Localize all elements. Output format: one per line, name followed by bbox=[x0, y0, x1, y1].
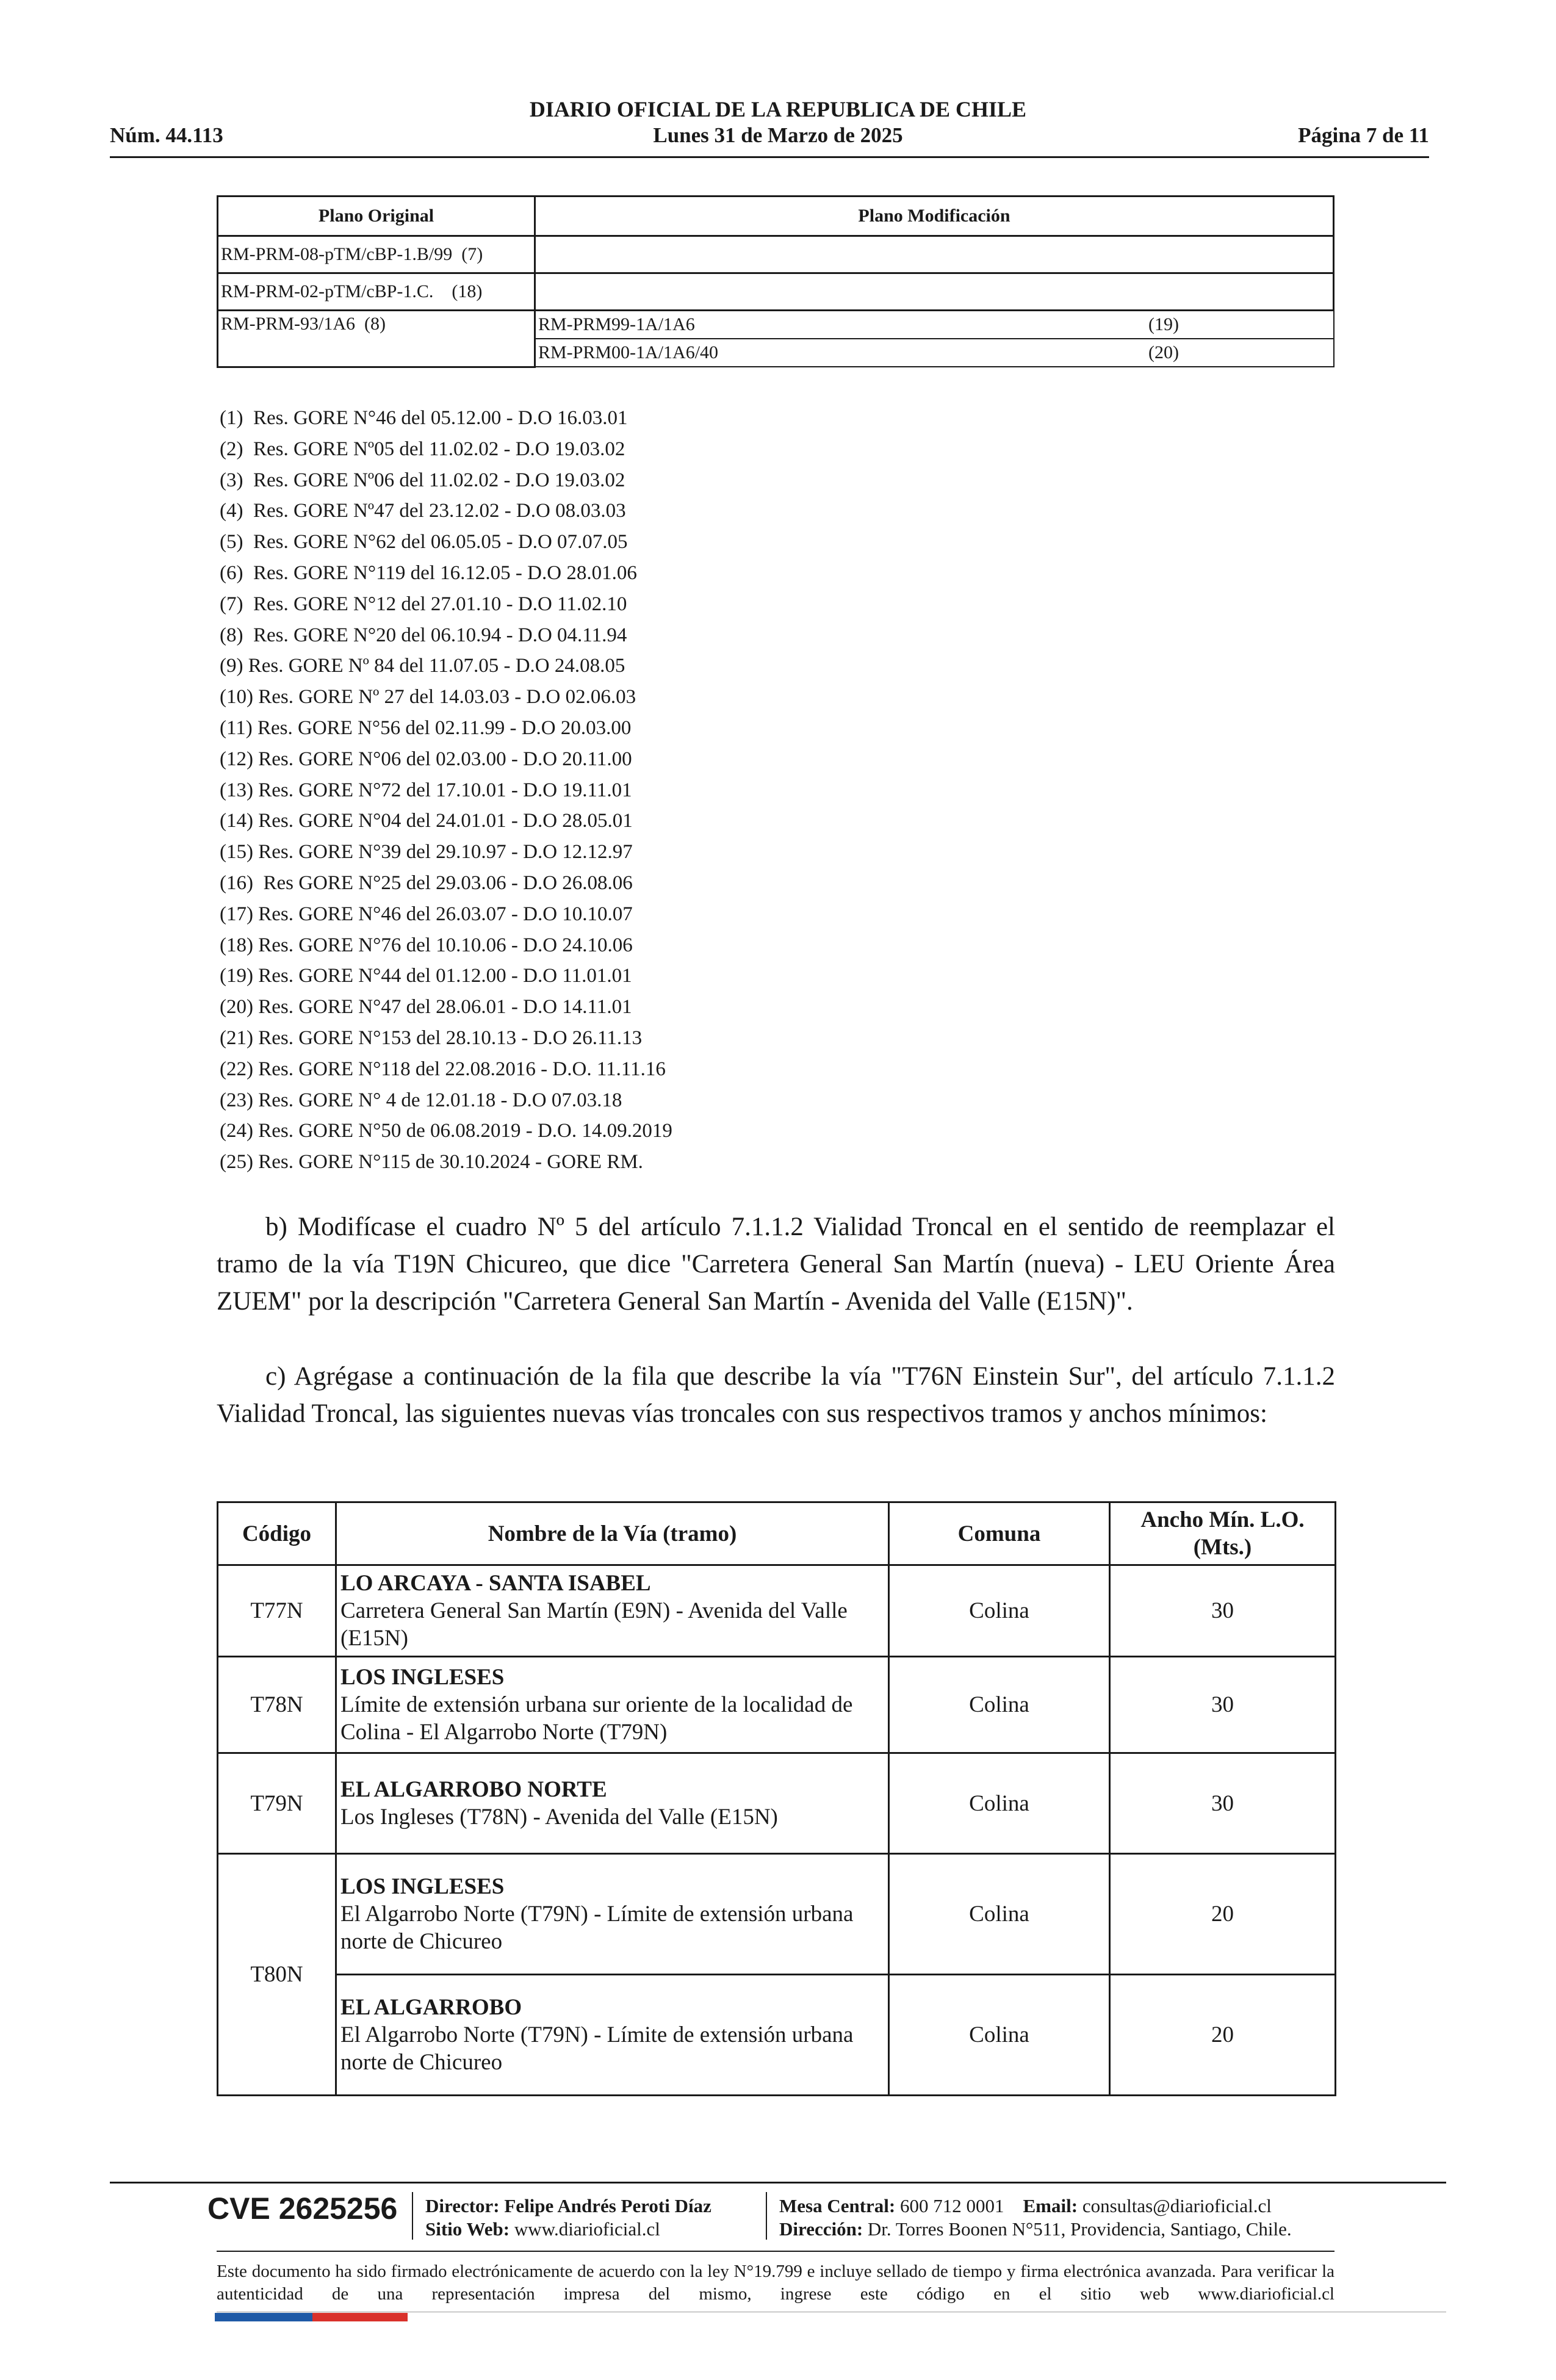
table-row bbox=[218, 1854, 1336, 1975]
via-name: LOS INGLESES bbox=[340, 1665, 505, 1690]
footer-director-block bbox=[425, 2194, 711, 2241]
header-divider bbox=[110, 156, 1429, 158]
vias-header-row bbox=[218, 1502, 1336, 1565]
nombre-header: Nombre de la Vía (tramo) bbox=[336, 1502, 889, 1565]
via-name: LO ARCAYA - SANTA ISABEL bbox=[340, 1571, 651, 1596]
via-code: T78N bbox=[218, 1657, 336, 1753]
note-item: (11) Res. GORE N°56 del 02.11.99 - D.O 20.03.00 bbox=[220, 716, 632, 739]
plano-modificacion-cell bbox=[535, 339, 1334, 367]
note-item: (20) Res. GORE N°47 del 28.06.01 - D.O 14.11.01 bbox=[220, 996, 632, 1019]
plano-original-cell bbox=[218, 311, 535, 367]
table-row bbox=[218, 1753, 1336, 1854]
note-item: (9) Res. GORE Nº 84 del 11.07.05 - D.O 24.08.05 bbox=[220, 655, 625, 677]
paragraph-b bbox=[217, 1208, 1335, 1320]
paragraph-c bbox=[217, 1358, 1335, 1432]
note-item: (19) Res. GORE N°44 del 01.12.00 - D.O 11.01.01 bbox=[220, 965, 632, 987]
via-code: T79N bbox=[218, 1753, 336, 1854]
note-item: (23) Res. GORE N° 4 de 12.01.18 - D.O 07.03.18 bbox=[220, 1089, 622, 1111]
website-label: Sitio Web: bbox=[425, 2218, 510, 2240]
plano-mod-code: RM-PRM99-1A/1A6 bbox=[538, 314, 695, 334]
footer-separator bbox=[766, 2192, 767, 2240]
note-item: (14) Res. GORE N°04 del 24.01.01 - D.O 28.05.01 bbox=[220, 810, 633, 832]
plano-mod-ref: (19) bbox=[1148, 314, 1179, 334]
table-row bbox=[218, 273, 1334, 311]
plano-table bbox=[217, 195, 1334, 368]
table-row bbox=[218, 236, 1334, 273]
note-item: (10) Res. GORE Nº 27 del 14.03.03 - D.O 02.06.03 bbox=[220, 686, 636, 709]
note-item: (8) Res. GORE N°20 del 06.10.94 - D.O 04.11.94 bbox=[220, 624, 627, 646]
issue-number: Núm. 44.113 bbox=[110, 123, 223, 147]
via-ancho: 30 bbox=[1110, 1753, 1336, 1854]
paragraph-b-text: b) Modifícase el cuadro Nº 5 del artículo 7.1.1.2 Vialidad Troncal en el sentido de reemplazar el tramo de la vía T19N Chicureo, que dice "Carretera General San Martín (nueva) - LEU Oriente Área ZUEM" por la descripción "Carretera General San Martín - Avenida del Valle (E15N)". bbox=[217, 1213, 1335, 1316]
via-name-cell bbox=[336, 1975, 889, 2096]
plano-modificacion-cell bbox=[535, 273, 1334, 311]
note-item: (16) Res GORE N°25 del 29.03.06 - D.O 26.08.06 bbox=[220, 871, 633, 894]
via-ancho: 20 bbox=[1110, 1854, 1336, 1975]
via-name-cell bbox=[336, 1565, 889, 1657]
address-text: Dr. Torres Boonen N°511, Providencia, Santiago, Chile. bbox=[867, 2218, 1292, 2240]
plano-modificacion-cell bbox=[535, 311, 1334, 339]
via-comuna: Colina bbox=[889, 1854, 1110, 1975]
note-item: (22) Res. GORE N°118 del 22.08.2016 - D.O. 11.11.16 bbox=[220, 1058, 666, 1080]
via-code: T80N bbox=[218, 1854, 336, 2096]
via-name: EL ALGARROBO NORTE bbox=[340, 1777, 607, 1802]
footer-inner-divider bbox=[217, 2251, 1334, 2252]
note-item: (2) Res. GORE Nº05 del 11.02.02 - D.O 19.03.02 bbox=[220, 438, 625, 460]
address-label: Dirección: bbox=[779, 2218, 863, 2240]
note-item: (15) Res. GORE N°39 del 29.10.97 - D.O 12.12.97 bbox=[220, 841, 633, 864]
plano-original-code: RM-PRM-93/1A6 (8) bbox=[221, 314, 386, 334]
via-comuna: Colina bbox=[889, 1753, 1110, 1854]
via-tramo: Carretera General San Martín (E9N) - Avenida del Valle (E15N) bbox=[340, 1598, 848, 1651]
footer-contact-block bbox=[779, 2194, 1292, 2241]
via-tramo: El Algarrobo Norte (T79N) - Límite de extensión urbana norte de Chicureo bbox=[340, 1902, 854, 1954]
table-row bbox=[218, 1975, 1336, 2096]
via-tramo: Límite de extensión urbana sur oriente de la localidad de Colina - El Algarrobo Norte (T79N) bbox=[340, 1692, 853, 1745]
plano-header-row bbox=[218, 197, 1334, 236]
plano-modificacion-cell bbox=[535, 236, 1334, 273]
plano-modificacion-header: Plano Modificación bbox=[535, 197, 1334, 236]
note-item: (1) Res. GORE N°46 del 05.12.00 - D.O 16.03.01 bbox=[220, 407, 628, 429]
note-item: (24) Res. GORE N°50 de 06.08.2019 - D.O. 14.09.2019 bbox=[220, 1120, 672, 1142]
via-tramo: Los Ingleses (T78N) - Avenida del Valle (E15N) bbox=[340, 1805, 778, 1830]
issue-date: Lunes 31 de Marzo de 2025 bbox=[653, 123, 903, 147]
ancho-header: Ancho Mín. L.O. (Mts.) bbox=[1110, 1502, 1336, 1565]
table-row bbox=[218, 311, 1334, 339]
via-name: EL ALGARROBO bbox=[340, 1995, 522, 2020]
resolution-notes bbox=[220, 403, 672, 1178]
newspaper-title: DIARIO OFICIAL DE LA REPUBLICA DE CHILE bbox=[529, 97, 1027, 121]
vias-table bbox=[217, 1501, 1336, 2096]
via-tramo: El Algarrobo Norte (T79N) - Límite de extensión urbana norte de Chicureo bbox=[340, 2022, 854, 2075]
plano-original-header: Plano Original bbox=[218, 197, 535, 236]
via-name: LOS INGLESES bbox=[340, 1874, 505, 1899]
page-indicator: Página 7 de 11 bbox=[1298, 123, 1429, 147]
note-item: (3) Res. GORE Nº06 del 11.02.02 - D.O 19.03.02 bbox=[220, 469, 625, 491]
note-item: (5) Res. GORE N°62 del 06.05.05 - D.O 07.07.05 bbox=[220, 531, 628, 554]
paragraph-c-text: c) Agrégase a continuación de la fila que describe la vía "T76N Einstein Sur", del artículo 7.1.1.2 Vialidad Troncal, las siguientes nuevas vías troncales con sus respectivos tramos y anchos mínimos: bbox=[217, 1362, 1335, 1428]
website-link[interactable]: www.diarioficial.cl bbox=[514, 2218, 660, 2240]
flag-bar-red bbox=[312, 2313, 408, 2321]
via-comuna: Colina bbox=[889, 1565, 1110, 1657]
plano-mod-code: RM-PRM00-1A/1A6/40 bbox=[538, 342, 719, 362]
email-link[interactable]: consultas@diarioficial.cl bbox=[1082, 2195, 1272, 2216]
table-row bbox=[218, 1657, 1336, 1753]
phone-number: 600 712 0001 bbox=[900, 2195, 1004, 2216]
note-item: (4) Res. GORE Nº47 del 23.12.02 - D.O 08.03.03 bbox=[220, 500, 626, 522]
table-row bbox=[218, 1565, 1336, 1657]
via-code: T77N bbox=[218, 1565, 336, 1657]
flag-bar-blue bbox=[215, 2313, 312, 2321]
footer-divider bbox=[110, 2182, 1446, 2183]
note-item: (7) Res. GORE N°12 del 27.01.10 - D.O 11.02.10 bbox=[220, 593, 627, 615]
email-label: Email: bbox=[1023, 2195, 1078, 2216]
note-item: (21) Res. GORE N°153 del 28.10.13 - D.O 26.11.13 bbox=[220, 1026, 643, 1049]
plano-original-cell: RM-PRM-08-pTM/cBP-1.B/99 (7) bbox=[218, 236, 535, 273]
via-comuna: Colina bbox=[889, 1657, 1110, 1753]
plano-original-cell: RM-PRM-02-pTM/cBP-1.C. (18) bbox=[218, 273, 535, 311]
via-ancho: 30 bbox=[1110, 1657, 1336, 1753]
note-item: (13) Res. GORE N°72 del 17.10.01 - D.O 19.11.01 bbox=[220, 779, 632, 801]
comuna-header: Comuna bbox=[889, 1502, 1110, 1565]
via-name-cell bbox=[336, 1854, 889, 1975]
director-name: Felipe Andrés Peroti Díaz bbox=[504, 2195, 711, 2216]
note-item: (6) Res. GORE N°119 del 16.12.05 - D.O 28.01.06 bbox=[220, 561, 637, 584]
note-item: (18) Res. GORE N°76 del 10.10.06 - D.O 24.10.06 bbox=[220, 934, 633, 956]
note-item: (17) Res. GORE N°46 del 26.03.07 - D.O 10.10.07 bbox=[220, 903, 633, 925]
via-name-cell bbox=[336, 1753, 889, 1854]
director-label: Director: bbox=[425, 2195, 500, 2216]
cve-code: CVE 2625256 bbox=[207, 2191, 398, 2226]
legal-notice: Este documento ha sido firmado electrónicamente de acuerdo con la ley N°19.799 e incluye sellado de tiempo y firma electrónica avanzada. Para verificar la autenticidad de una representación impresa del mismo, ingrese este código en el sitio web www.diarioficial.cl bbox=[217, 2262, 1334, 2304]
plano-mod-ref: (20) bbox=[1148, 342, 1179, 362]
note-item: (25) Res. GORE N°115 de 30.10.2024 - GORE RM. bbox=[220, 1151, 643, 1174]
note-item: (12) Res. GORE N°06 del 02.03.00 - D.O 20.11.00 bbox=[220, 748, 632, 770]
codigo-header: Código bbox=[218, 1502, 336, 1565]
via-ancho: 30 bbox=[1110, 1565, 1336, 1657]
footer-separator bbox=[412, 2192, 413, 2240]
via-comuna: Colina bbox=[889, 1975, 1110, 2096]
phone-label: Mesa Central: bbox=[779, 2195, 896, 2216]
via-name-cell bbox=[336, 1657, 889, 1753]
via-ancho: 20 bbox=[1110, 1975, 1336, 2096]
